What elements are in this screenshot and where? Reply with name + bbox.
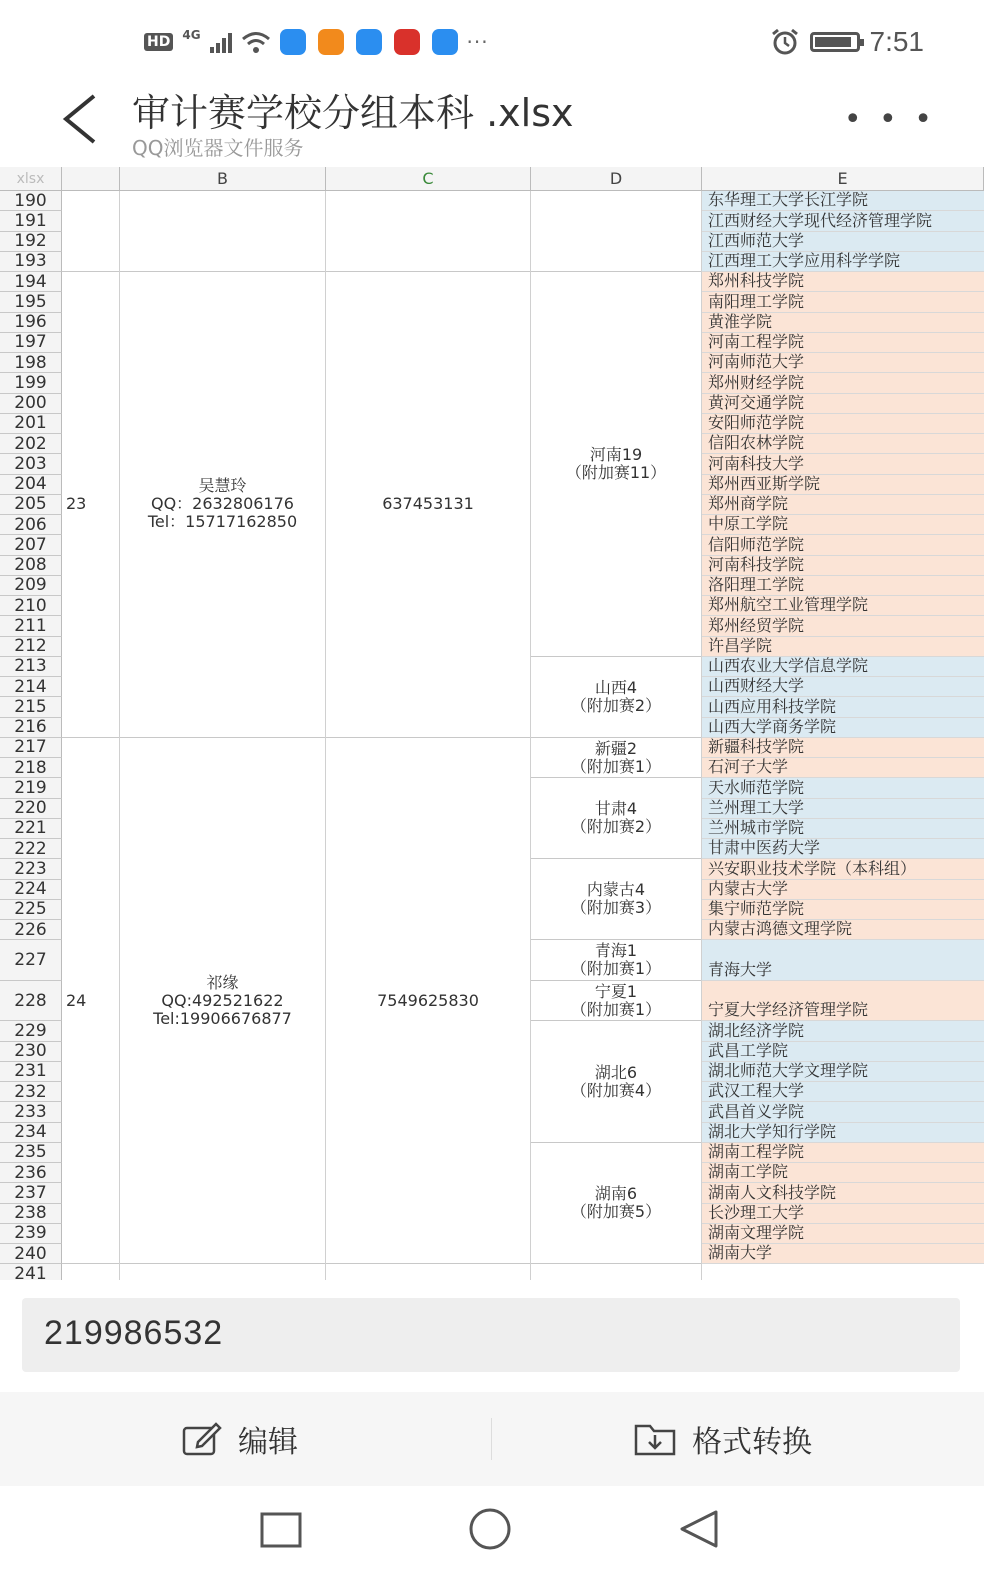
row-number[interactable]: 204 — [0, 475, 62, 495]
cell-d-merged[interactable]: 甘肃4 （附加赛2） — [531, 778, 702, 859]
cell-e[interactable]: 宁夏大学经济管理学院 — [702, 981, 984, 1022]
row-number[interactable]: 223 — [0, 859, 62, 879]
title-bar — [0, 80, 984, 166]
row-number[interactable]: 207 — [0, 535, 62, 555]
cell-e[interactable]: 江西理工大学应用科学学院 — [702, 252, 984, 272]
row-number[interactable]: 217 — [0, 738, 62, 758]
cell-e[interactable]: 兰州城市学院 — [702, 819, 984, 839]
cell-e[interactable]: 湖南大学 — [702, 1244, 984, 1264]
cell-e[interactable]: 兴安职业技术学院（本科组） — [702, 859, 984, 879]
row-number[interactable]: 241 — [0, 1264, 62, 1280]
row-number[interactable]: 229 — [0, 1021, 62, 1041]
cell-d-merged[interactable]: 湖南6 （附加赛5） — [531, 1143, 702, 1265]
cell-d-merged[interactable]: 湖北6 （附加赛4） — [531, 1021, 702, 1143]
column-header-e[interactable]: E — [702, 167, 984, 191]
corner-cell[interactable]: xlsx — [0, 167, 62, 191]
row-number[interactable]: 202 — [0, 434, 62, 454]
cell-c-merged[interactable]: 637453131 — [326, 272, 531, 738]
cell-e[interactable]: 河南师范大学 — [702, 353, 984, 373]
row-number[interactable]: 212 — [0, 637, 62, 657]
row-number[interactable]: 200 — [0, 394, 62, 414]
cell-e[interactable]: 山西大学商务学院 — [702, 718, 984, 738]
row-number[interactable]: 227 — [0, 940, 62, 981]
hd-badge: HD — [144, 33, 173, 51]
row-number[interactable]: 230 — [0, 1042, 62, 1062]
cell-e[interactable]: 湖南人文科技学院 — [702, 1183, 984, 1203]
grid-line — [325, 191, 326, 1280]
status-right — [770, 26, 925, 58]
cell-e[interactable]: 信阳师范学院 — [702, 535, 984, 555]
row-number[interactable]: 240 — [0, 1244, 62, 1264]
grid-line — [701, 191, 702, 1280]
empty-cell[interactable] — [120, 1264, 326, 1280]
row-number[interactable]: 195 — [0, 292, 62, 312]
cell-e[interactable]: 湖南文理学院 — [702, 1224, 984, 1244]
row-number[interactable]: 234 — [0, 1123, 62, 1143]
row-number[interactable]: 222 — [0, 839, 62, 859]
cell-e[interactable]: 洛阳理工学院 — [702, 576, 984, 596]
grid-line — [119, 191, 120, 1280]
cell-d-merged[interactable]: 山西4 （附加赛2） — [531, 657, 702, 738]
cell-e[interactable]: 郑州经贸学院 — [702, 616, 984, 636]
row-number[interactable]: 201 — [0, 414, 62, 434]
action-divider — [491, 1418, 492, 1460]
cell-c-merged[interactable]: 7549625830 — [326, 738, 531, 1265]
row-number[interactable]: 225 — [0, 900, 62, 920]
empty-cell[interactable] — [62, 1264, 120, 1280]
cell-e[interactable]: 武汉工程大学 — [702, 1082, 984, 1102]
cell-b-merged[interactable] — [120, 191, 326, 272]
cell-value-bar[interactable] — [22, 1298, 960, 1372]
cell-e[interactable]: 安阳师范学院 — [702, 414, 984, 434]
empty-cell[interactable] — [531, 1264, 702, 1280]
cell-e[interactable]: 中原工学院 — [702, 515, 984, 535]
cell-b-merged[interactable]: 吴慧玲 QQ：2632806176 Tel：15717162850 — [120, 272, 326, 738]
row-number[interactable]: 193 — [0, 252, 62, 272]
cell-d-merged[interactable]: 青海1 （附加赛1） — [531, 940, 702, 981]
row-number[interactable]: 220 — [0, 799, 62, 819]
cell-e[interactable]: 甘肃中医药大学 — [702, 839, 984, 859]
row-number[interactable]: 238 — [0, 1204, 62, 1224]
alarm-icon — [770, 27, 800, 57]
row-number[interactable]: 209 — [0, 576, 62, 596]
cell-e[interactable]: 长沙理工大学 — [702, 1204, 984, 1224]
row-number[interactable]: 206 — [0, 515, 62, 535]
cell-e[interactable] — [702, 1264, 984, 1280]
back-icon[interactable] — [56, 92, 106, 146]
cell-e[interactable]: 郑州航空工业管理学院 — [702, 596, 984, 616]
network-type: 4G — [182, 28, 201, 42]
cell-e[interactable]: 集宁师范学院 — [702, 900, 984, 920]
cell-e[interactable]: 武昌工学院 — [702, 1042, 984, 1062]
row-number[interactable]: 239 — [0, 1224, 62, 1244]
video-icon — [318, 29, 344, 55]
clock: 7:51 — [869, 26, 924, 57]
cell-d-merged[interactable]: 河南19 （附加赛11） — [531, 272, 702, 657]
row-number[interactable]: 214 — [0, 677, 62, 697]
row-number[interactable]: 224 — [0, 880, 62, 900]
row-number[interactable]: 196 — [0, 313, 62, 333]
cell-e[interactable]: 河南科技学院 — [702, 556, 984, 576]
row-number[interactable]: 211 — [0, 616, 62, 636]
action-bar — [0, 1392, 984, 1486]
cell-e[interactable]: 内蒙古鸿德文理学院 — [702, 920, 984, 940]
cell-e[interactable]: 石河子大学 — [702, 758, 984, 778]
row-number[interactable]: 221 — [0, 819, 62, 839]
cell-e[interactable]: 郑州西亚斯学院 — [702, 475, 984, 495]
cell-e[interactable]: 江西财经大学现代经济管理学院 — [702, 211, 984, 231]
folder-download-icon — [634, 1422, 676, 1456]
cell-d-merged[interactable]: 宁夏1 （附加赛1） — [531, 981, 702, 1022]
qq-browser-icon — [432, 29, 458, 55]
cell-e[interactable]: 山西应用科技学院 — [702, 697, 984, 717]
cell-e[interactable]: 河南科技大学 — [702, 454, 984, 474]
column-header-d[interactable]: D — [531, 167, 702, 191]
edit-label: 编辑 — [238, 1425, 298, 1460]
wifi-icon — [241, 30, 271, 54]
cell-e[interactable]: 山西财经大学 — [702, 677, 984, 697]
row-number[interactable]: 210 — [0, 596, 62, 616]
row-number[interactable]: 194 — [0, 272, 62, 292]
cell-e[interactable]: 江西师范大学 — [702, 232, 984, 252]
row-number[interactable]: 219 — [0, 778, 62, 798]
cell-e[interactable]: 郑州商学院 — [702, 495, 984, 515]
cell-e[interactable]: 河南工程学院 — [702, 333, 984, 353]
row-number[interactable]: 213 — [0, 657, 62, 677]
cell-e[interactable]: 天水师范学院 — [702, 778, 984, 798]
edit-icon — [182, 1422, 222, 1456]
edit-button[interactable] — [182, 1414, 298, 1464]
cell-d-merged[interactable]: 新疆2 （附加赛1） — [531, 738, 702, 779]
column-header-b[interactable]: B — [120, 167, 326, 191]
row-number[interactable]: 235 — [0, 1143, 62, 1163]
cell-a-merged[interactable] — [62, 191, 120, 272]
cell-e[interactable]: 内蒙古大学 — [702, 880, 984, 900]
status-left — [144, 28, 489, 56]
cell-c-merged[interactable] — [326, 191, 531, 272]
grid-line — [530, 191, 531, 1280]
row-number[interactable]: 216 — [0, 718, 62, 738]
back-nav-icon[interactable] — [676, 1506, 722, 1552]
cell-e[interactable]: 新疆科技学院 — [702, 738, 984, 758]
row-number[interactable]: 191 — [0, 211, 62, 231]
signal-icon — [210, 31, 232, 53]
cell-a-merged[interactable]: 23 — [62, 272, 120, 738]
row-number[interactable]: 232 — [0, 1082, 62, 1102]
cell-e[interactable]: 黄河交通学院 — [702, 394, 984, 414]
lucky-app-icon — [394, 29, 420, 55]
cell-e[interactable]: 湖南工程学院 — [702, 1143, 984, 1163]
file-source: QQ浏览器文件服务 — [132, 136, 304, 160]
row-number[interactable]: 236 — [0, 1163, 62, 1183]
cell-e[interactable]: 山西农业大学信息学院 — [702, 657, 984, 677]
row-number[interactable]: 233 — [0, 1102, 62, 1122]
cell-e[interactable]: 湖北经济学院 — [702, 1021, 984, 1041]
more-notifications-icon: ··· — [466, 30, 489, 54]
cell-d-merged[interactable] — [531, 191, 702, 272]
cell-e[interactable]: 郑州科技学院 — [702, 272, 984, 292]
navigation-bar — [0, 1486, 984, 1570]
row-number[interactable]: 215 — [0, 697, 62, 717]
convert-format-button[interactable] — [634, 1414, 812, 1464]
cell-value: 219986532 — [44, 1314, 224, 1352]
cell-e[interactable]: 南阳理工学院 — [702, 292, 984, 312]
cell-e[interactable]: 兰州理工大学 — [702, 799, 984, 819]
cell-e[interactable]: 青海大学 — [702, 940, 984, 981]
cell-e[interactable]: 东华理工大学长江学院 — [702, 191, 984, 211]
row-number[interactable]: 203 — [0, 454, 62, 474]
more-menu-icon[interactable]: • • • — [843, 102, 936, 137]
spreadsheet[interactable] — [0, 167, 984, 1280]
home-icon[interactable] — [467, 1506, 513, 1552]
column-header-a[interactable] — [62, 167, 120, 191]
row-number[interactable]: 237 — [0, 1183, 62, 1203]
cell-e[interactable]: 湖北大学知行学院 — [702, 1123, 984, 1143]
row-number[interactable]: 199 — [0, 373, 62, 393]
row-number[interactable]: 218 — [0, 758, 62, 778]
row-number[interactable]: 192 — [0, 232, 62, 252]
row-number[interactable]: 226 — [0, 920, 62, 940]
file-title: 审计赛学校分组本科 .xlsx — [132, 91, 574, 135]
cell-e[interactable]: 湖北师范大学文理学院 — [702, 1062, 984, 1082]
qq-browser-icon — [356, 29, 382, 55]
status-bar — [0, 0, 984, 80]
qq-browser-icon — [280, 29, 306, 55]
row-number[interactable]: 197 — [0, 333, 62, 353]
battery-icon — [810, 32, 860, 52]
cell-e[interactable]: 信阳农林学院 — [702, 434, 984, 454]
row-number[interactable]: 190 — [0, 191, 62, 211]
cell-e[interactable]: 湖南工学院 — [702, 1163, 984, 1183]
cell-a-merged[interactable]: 24 — [62, 738, 120, 1265]
cell-b-merged[interactable]: 祁缘 QQ:492521622 Tel:19906676877 — [120, 738, 326, 1265]
cell-e[interactable]: 武昌首义学院 — [702, 1102, 984, 1122]
row-number[interactable]: 228 — [0, 981, 62, 1022]
row-number[interactable]: 231 — [0, 1062, 62, 1082]
cell-e[interactable]: 黄淮学院 — [702, 313, 984, 333]
cell-e[interactable]: 许昌学院 — [702, 637, 984, 657]
row-number[interactable]: 208 — [0, 556, 62, 576]
cell-d-merged[interactable]: 内蒙古4 （附加赛3） — [531, 859, 702, 940]
recents-icon[interactable] — [258, 1506, 304, 1552]
empty-cell[interactable] — [326, 1264, 531, 1280]
convert-format-label: 格式转换 — [692, 1425, 812, 1460]
row-number[interactable]: 198 — [0, 353, 62, 373]
row-number[interactable]: 205 — [0, 495, 62, 515]
cell-e[interactable]: 郑州财经学院 — [702, 373, 984, 393]
column-header-c[interactable]: C — [326, 167, 531, 191]
